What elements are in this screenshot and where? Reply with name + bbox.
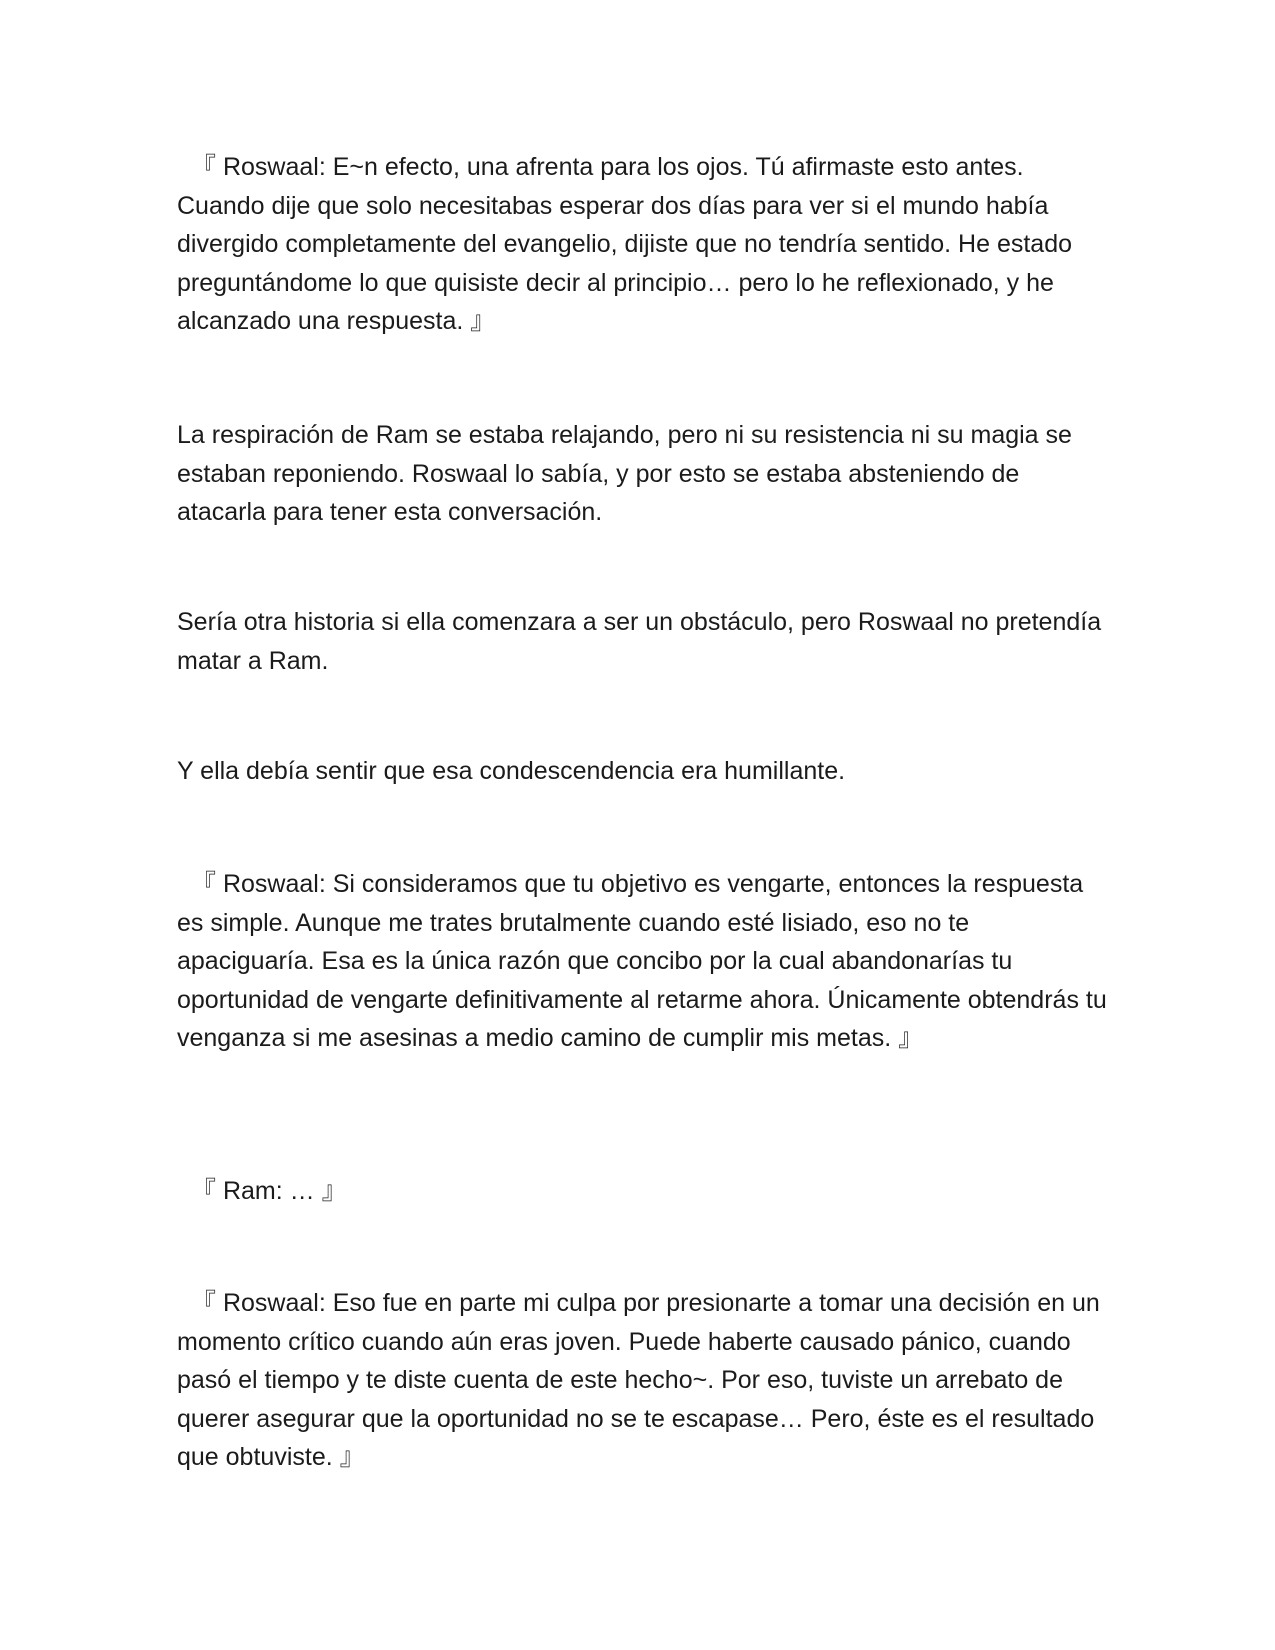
dialogue-roswaal-2: 『 Roswaal: Si consideramos que tu objetivo es vengarte, entonces la respuesta es simple. Aunque me trates brutalmente cuando esté lisiado, eso no te apaciguaría. Esa es la única razón que concibo por la cual abandonarías tu oportunidad de vengarte definitivamente al retarme ahora. Únicamente obtendrás tu venganza si me asesinas a medio camino de cumplir mis metas. 』 [177, 870, 1107, 1052]
dialogue-roswaal-1: 『 Roswaal: E~n efecto, una afrenta para los ojos. Tú afirmaste esto antes. Cuando dije que solo necesitabas esperar dos días para ver si el mundo había divergido completamente del evangelio, dijiste que no tendría sentido. He estado preguntándome lo que quisiste decir al principio… pero lo he reflexionado, y he alcanzado una respuesta. 』 [177, 153, 1073, 335]
dialogue-roswaal-3: 『 Roswaal: Eso fue en parte mi culpa por presionarte a tomar una decisión en un momento crítico cuando aún eras joven. Puede haberte causado pánico, cuando pasó el tiempo y te diste cuenta de este hecho~. Por eso, tuviste un arrebato de querer asegurar que la oportunidad no se te escapase… Pero, éste es el resultado que obtuviste. 』 [177, 1289, 1100, 1471]
dialogue-ram: 『 Ram: … 』 [191, 1177, 347, 1205]
narration-paragraph-3: Y ella debía sentir que esa condescendencia era humillante. [177, 757, 846, 785]
narration-paragraph-1: La respiración de Ram se estaba relajando, pero ni su resistencia ni su magia se estaban reponiendo. Roswaal lo sabía, y por esto se estaba absteniendo de atacarla para tener esta conversación. [177, 421, 1072, 526]
narration-paragraph-2: Sería otra historia si ella comenzara a ser un obstáculo, pero Roswaal no pretendía matar a Ram. [177, 608, 1102, 675]
